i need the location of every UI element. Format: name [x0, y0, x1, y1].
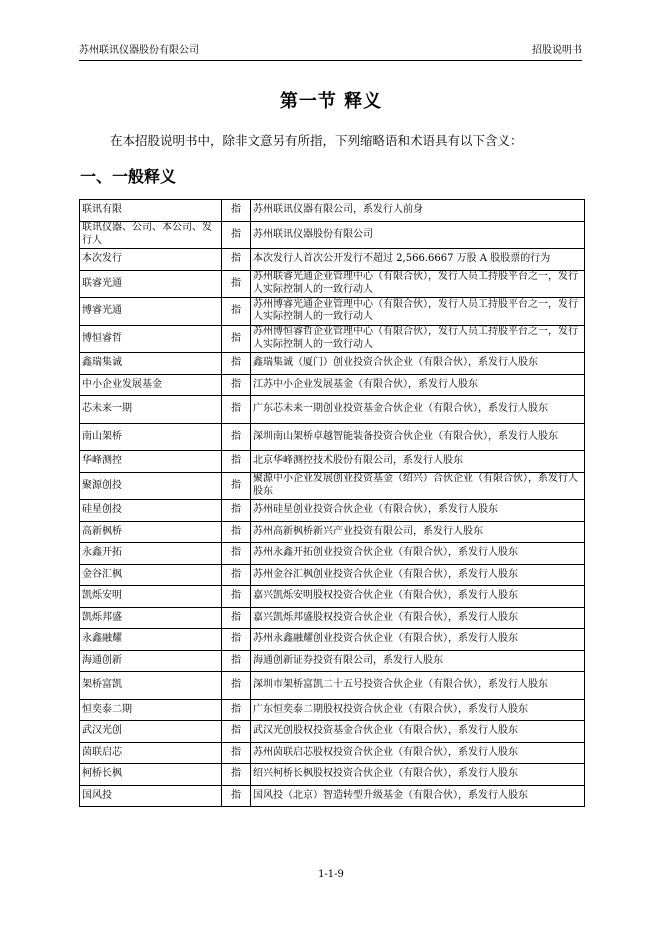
table-row	[80, 423, 585, 451]
definition-cell: 武汉光创股权投资基金合伙企业（有限合伙），系发行人股东	[251, 721, 585, 743]
definition-cell: 苏州金谷汇枫创业投资合伙企业（有限合伙），系发行人股东	[251, 564, 585, 586]
term-cell: 海通创新	[80, 650, 222, 672]
table-row	[80, 200, 585, 222]
refers-cell: 指	[222, 699, 251, 721]
table-row	[80, 521, 585, 543]
table-row	[80, 742, 585, 764]
definition-cell: 苏州永鑫融耀创业投资合伙企业（有限合伙），系发行人股东	[251, 629, 585, 651]
refers-cell: 指	[222, 298, 251, 326]
definition-cell: 鑫瑞集诚（厦门）创业投资合伙企业（有限合伙），系发行人股东	[251, 353, 585, 375]
refers-cell: 指	[222, 353, 251, 375]
definition-cell: 苏州硅星创业投资合伙企业（有限合伙），系发行人股东	[251, 500, 585, 522]
refers-cell: 指	[222, 270, 251, 298]
term-cell: 凯烁邦盛	[80, 607, 222, 629]
intro-paragraph: 在本招股说明书中，除非文意另有所指，下列缩略语和术语具有以下含义：	[110, 133, 523, 148]
term-cell: 联讯仪器、公司、本公司、发行人	[80, 221, 222, 249]
term-cell: 架桥富凯	[80, 672, 222, 700]
term-cell: 高新枫桥	[80, 521, 222, 543]
term-cell: 金谷汇枫	[80, 564, 222, 586]
definition-cell: 嘉兴凯烁安明股权投资合伙企业（有限合伙），系发行人股东	[251, 586, 585, 608]
table-row	[80, 500, 585, 522]
page-title: 第一节 释义	[279, 91, 383, 112]
refers-cell: 指	[222, 249, 251, 271]
term-cell: 永鑫开拓	[80, 543, 222, 565]
table-row	[80, 396, 585, 424]
table-row	[80, 721, 585, 743]
table-row	[80, 564, 585, 586]
term-cell: 华峰测控	[80, 451, 222, 473]
term-cell: 茵联启芯	[80, 742, 222, 764]
refers-cell: 指	[222, 521, 251, 543]
page-number: 1-1-9	[318, 869, 344, 880]
term-cell: 硅星创投	[80, 500, 222, 522]
definition-cell: 苏州永鑫开拓创业投资合伙企业（有限合伙），系发行人股东	[251, 543, 585, 565]
definition-cell: 广东芯未来一期创业投资基金合伙企业（有限合伙），系发行人股东	[251, 396, 585, 424]
refers-cell: 指	[222, 500, 251, 522]
definition-cell: 海通创新证券投资有限公司，系发行人股东	[251, 650, 585, 672]
definitions-table	[79, 199, 585, 807]
term-cell: 凯烁安明	[80, 586, 222, 608]
refers-cell: 指	[222, 650, 251, 672]
definition-cell: 嘉兴凯烁邦盛股权投资合伙企业（有限合伙），系发行人股东	[251, 607, 585, 629]
page-header	[79, 44, 582, 61]
term-cell: 鑫瑞集诚	[80, 353, 222, 375]
term-cell: 南山架桥	[80, 423, 222, 451]
table-row	[80, 699, 585, 721]
definition-cell: 苏州联讯仪器股份有限公司	[251, 221, 585, 249]
table-row	[80, 650, 585, 672]
header-company: 苏州联讯仪器股份有限公司	[79, 45, 199, 56]
refers-cell: 指	[222, 200, 251, 222]
definition-cell: 苏州茵联启芯股权投资合伙企业（有限合伙），系发行人股东	[251, 742, 585, 764]
definition-cell: 本次发行人首次公开发行不超过 2,566.6667 万股 A 股股票的行为	[251, 249, 585, 271]
term-cell: 柯桥长枫	[80, 764, 222, 786]
definition-cell: 苏州联讯仪器有限公司，系发行人前身	[251, 200, 585, 222]
table-row	[80, 270, 585, 298]
definition-cell: 苏州博睿光通企业管理中心（有限合伙），发行人员工持股平台之一，发行人实际控制人的一致行动人	[251, 298, 585, 326]
term-cell: 武汉光创	[80, 721, 222, 743]
term-cell: 芯未来一期	[80, 396, 222, 424]
table-row	[80, 298, 585, 326]
refers-cell: 指	[222, 451, 251, 473]
refers-cell: 指	[222, 586, 251, 608]
refers-cell: 指	[222, 543, 251, 565]
refers-cell: 指	[222, 672, 251, 700]
refers-cell: 指	[222, 221, 251, 249]
definition-cell: 北京华峰测控技术股份有限公司，系发行人股东	[251, 451, 585, 473]
definition-cell: 国风投（北京）智造转型升级基金（有限合伙），系发行人股东	[251, 785, 585, 807]
definition-cell: 苏州博恒睿哲企业管理中心（有限合伙），发行人员工持股平台之一，发行人实际控制人的一致行动人	[251, 325, 585, 353]
section-heading: 一、一般释义	[80, 167, 177, 186]
term-cell: 恒奕泰二期	[80, 699, 222, 721]
term-cell: 聚源创投	[80, 472, 222, 500]
term-cell: 联讯有限	[80, 200, 222, 222]
table-row	[80, 353, 585, 375]
header-doc-type: 招股说明书	[532, 45, 582, 56]
table-row	[80, 672, 585, 700]
refers-cell: 指	[222, 607, 251, 629]
table-row	[80, 764, 585, 786]
term-cell: 中小企业发展基金	[80, 374, 222, 396]
refers-cell: 指	[222, 325, 251, 353]
term-cell: 博睿光通	[80, 298, 222, 326]
table-row	[80, 249, 585, 271]
definition-cell: 江苏中小企业发展基金（有限合伙），系发行人股东	[251, 374, 585, 396]
definition-cell: 聚源中小企业发展创业投资基金（绍兴）合伙企业（有限合伙），系发行人股东	[251, 472, 585, 500]
definition-cell: 苏州联睿光通企业管理中心（有限合伙），发行人员工持股平台之一，发行人实际控制人的一致行动人	[251, 270, 585, 298]
term-cell: 永鑫融耀	[80, 629, 222, 651]
refers-cell: 指	[222, 423, 251, 451]
definition-cell: 广东恒奕泰二期股权投资合伙企业（有限合伙），系发行人股东	[251, 699, 585, 721]
refers-cell: 指	[222, 629, 251, 651]
table-row	[80, 451, 585, 473]
refers-cell: 指	[222, 764, 251, 786]
definition-cell: 苏州高新枫桥新兴产业投资有限公司，系发行人股东	[251, 521, 585, 543]
table-row	[80, 785, 585, 807]
table-row	[80, 221, 585, 249]
refers-cell: 指	[222, 721, 251, 743]
table-row	[80, 629, 585, 651]
refers-cell: 指	[222, 374, 251, 396]
refers-cell: 指	[222, 564, 251, 586]
term-cell: 博恒睿哲	[80, 325, 222, 353]
table-row	[80, 543, 585, 565]
table-row	[80, 374, 585, 396]
table-row	[80, 472, 585, 500]
definition-cell: 深圳南山架桥卓越智能装备投资合伙企业（有限合伙），系发行人股东	[251, 423, 585, 451]
term-cell: 本次发行	[80, 249, 222, 271]
refers-cell: 指	[222, 785, 251, 807]
table-row	[80, 607, 585, 629]
term-cell: 联睿光通	[80, 270, 222, 298]
term-cell: 国风投	[80, 785, 222, 807]
table-row	[80, 586, 585, 608]
refers-cell: 指	[222, 742, 251, 764]
refers-cell: 指	[222, 472, 251, 500]
definition-cell: 深圳市架桥富凯二十五号投资合伙企业（有限合伙），系发行人股东	[251, 672, 585, 700]
table-row	[80, 325, 585, 353]
definition-cell: 绍兴柯桥长枫股权投资合伙企业（有限合伙），系发行人股东	[251, 764, 585, 786]
refers-cell: 指	[222, 396, 251, 424]
